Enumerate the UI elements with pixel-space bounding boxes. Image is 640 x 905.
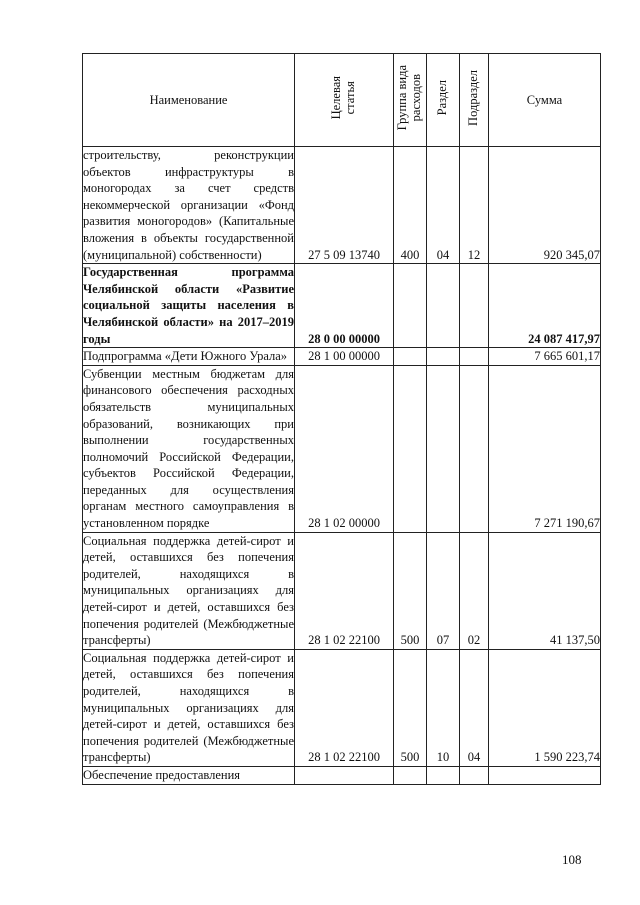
row-subsection — [460, 264, 489, 348]
row-subsection — [460, 348, 489, 366]
header-target-cell — [295, 54, 394, 147]
row-target: 28 1 00 00000 — [295, 348, 394, 366]
row-target: 28 1 02 22100 — [295, 532, 394, 649]
row-subsection: 02 — [460, 532, 489, 649]
row-section: 07 — [427, 532, 460, 649]
budget-table — [82, 53, 601, 785]
table-row — [83, 766, 601, 784]
row-sum: 7 665 601,17 — [489, 348, 601, 366]
row-target: 27 5 09 13740 — [295, 147, 394, 264]
header-section: Раздел — [435, 80, 450, 116]
table-row — [83, 147, 601, 264]
row-name: Субвенции местным бюджетам для финансового обеспечения расходных обязательств муниципальных образований, возникающих при выполнении государственных полномочий Российской Федерации, субъектов Российской Федерации, переданных для осуществления органам местного самоуправления в установленном порядке — [83, 365, 295, 532]
row-name: Государственная программа Челябинской области «Развитие социальной защиты населения в Челябинской области» на 2017–2019 годы — [83, 264, 295, 348]
header-name: Наименование — [83, 54, 295, 147]
header-sum: Сумма — [489, 54, 601, 147]
row-group — [394, 264, 427, 348]
row-target — [295, 766, 394, 784]
row-section — [427, 348, 460, 366]
row-name: строительству, реконструкции объектов инфраструктуры в моногородах за счет средств некоммерческой организации «Фонд развития моногородов» (Капитальные вложения в объекты государственной (муниципальной) собственности) — [83, 147, 295, 264]
row-name: Социальная поддержка детей-сирот и детей, оставшихся без попечения родителей, находящихся в муниципальных организациях для детей-сирот и детей, оставшихся без попечения родителей (Межбюджетные трансферты) — [83, 649, 295, 766]
header-subsection: Подраздел — [466, 70, 481, 126]
row-sum: 41 137,50 — [489, 532, 601, 649]
row-section: 04 — [427, 147, 460, 264]
header-section-cell — [427, 54, 460, 147]
row-target: 28 1 02 00000 — [295, 365, 394, 532]
table-row — [83, 532, 601, 649]
row-subsection — [460, 766, 489, 784]
row-group: 500 — [394, 649, 427, 766]
row-section — [427, 264, 460, 348]
row-sum: 920 345,07 — [489, 147, 601, 264]
header-target: Целевая статья — [329, 76, 357, 120]
row-subsection: 04 — [460, 649, 489, 766]
row-section — [427, 365, 460, 532]
page-number: 108 — [562, 852, 582, 867]
row-sum — [489, 766, 601, 784]
table-row — [83, 649, 601, 766]
row-group — [394, 348, 427, 366]
row-name: Подпрограмма «Дети Южного Урала» — [83, 348, 295, 366]
table-row — [83, 348, 601, 366]
row-target: 28 0 00 00000 — [295, 264, 394, 348]
row-sum: 24 087 417,97 — [489, 264, 601, 348]
row-target: 28 1 02 22100 — [295, 649, 394, 766]
header-subsection-cell — [460, 54, 489, 147]
table-row — [83, 264, 601, 348]
table-row — [83, 365, 601, 532]
row-sum: 1 590 223,74 — [489, 649, 601, 766]
header-group: Группа вида расходов — [395, 65, 423, 131]
row-group: 500 — [394, 532, 427, 649]
row-subsection — [460, 365, 489, 532]
row-group: 400 — [394, 147, 427, 264]
header-group-cell — [394, 54, 427, 147]
row-name: Обеспечение предоставления — [83, 766, 295, 784]
row-sum: 7 271 190,67 — [489, 365, 601, 532]
row-name: Социальная поддержка детей-сирот и детей, оставшихся без попечения родителей, находящихся в муниципальных организациях для детей-сирот и детей, оставшихся без попечения родителей (Межбюджетные трансферты) — [83, 532, 295, 649]
row-section: 10 — [427, 649, 460, 766]
row-section — [427, 766, 460, 784]
table-header-row — [83, 54, 601, 147]
row-group — [394, 365, 427, 532]
row-group — [394, 766, 427, 784]
row-subsection: 12 — [460, 147, 489, 264]
